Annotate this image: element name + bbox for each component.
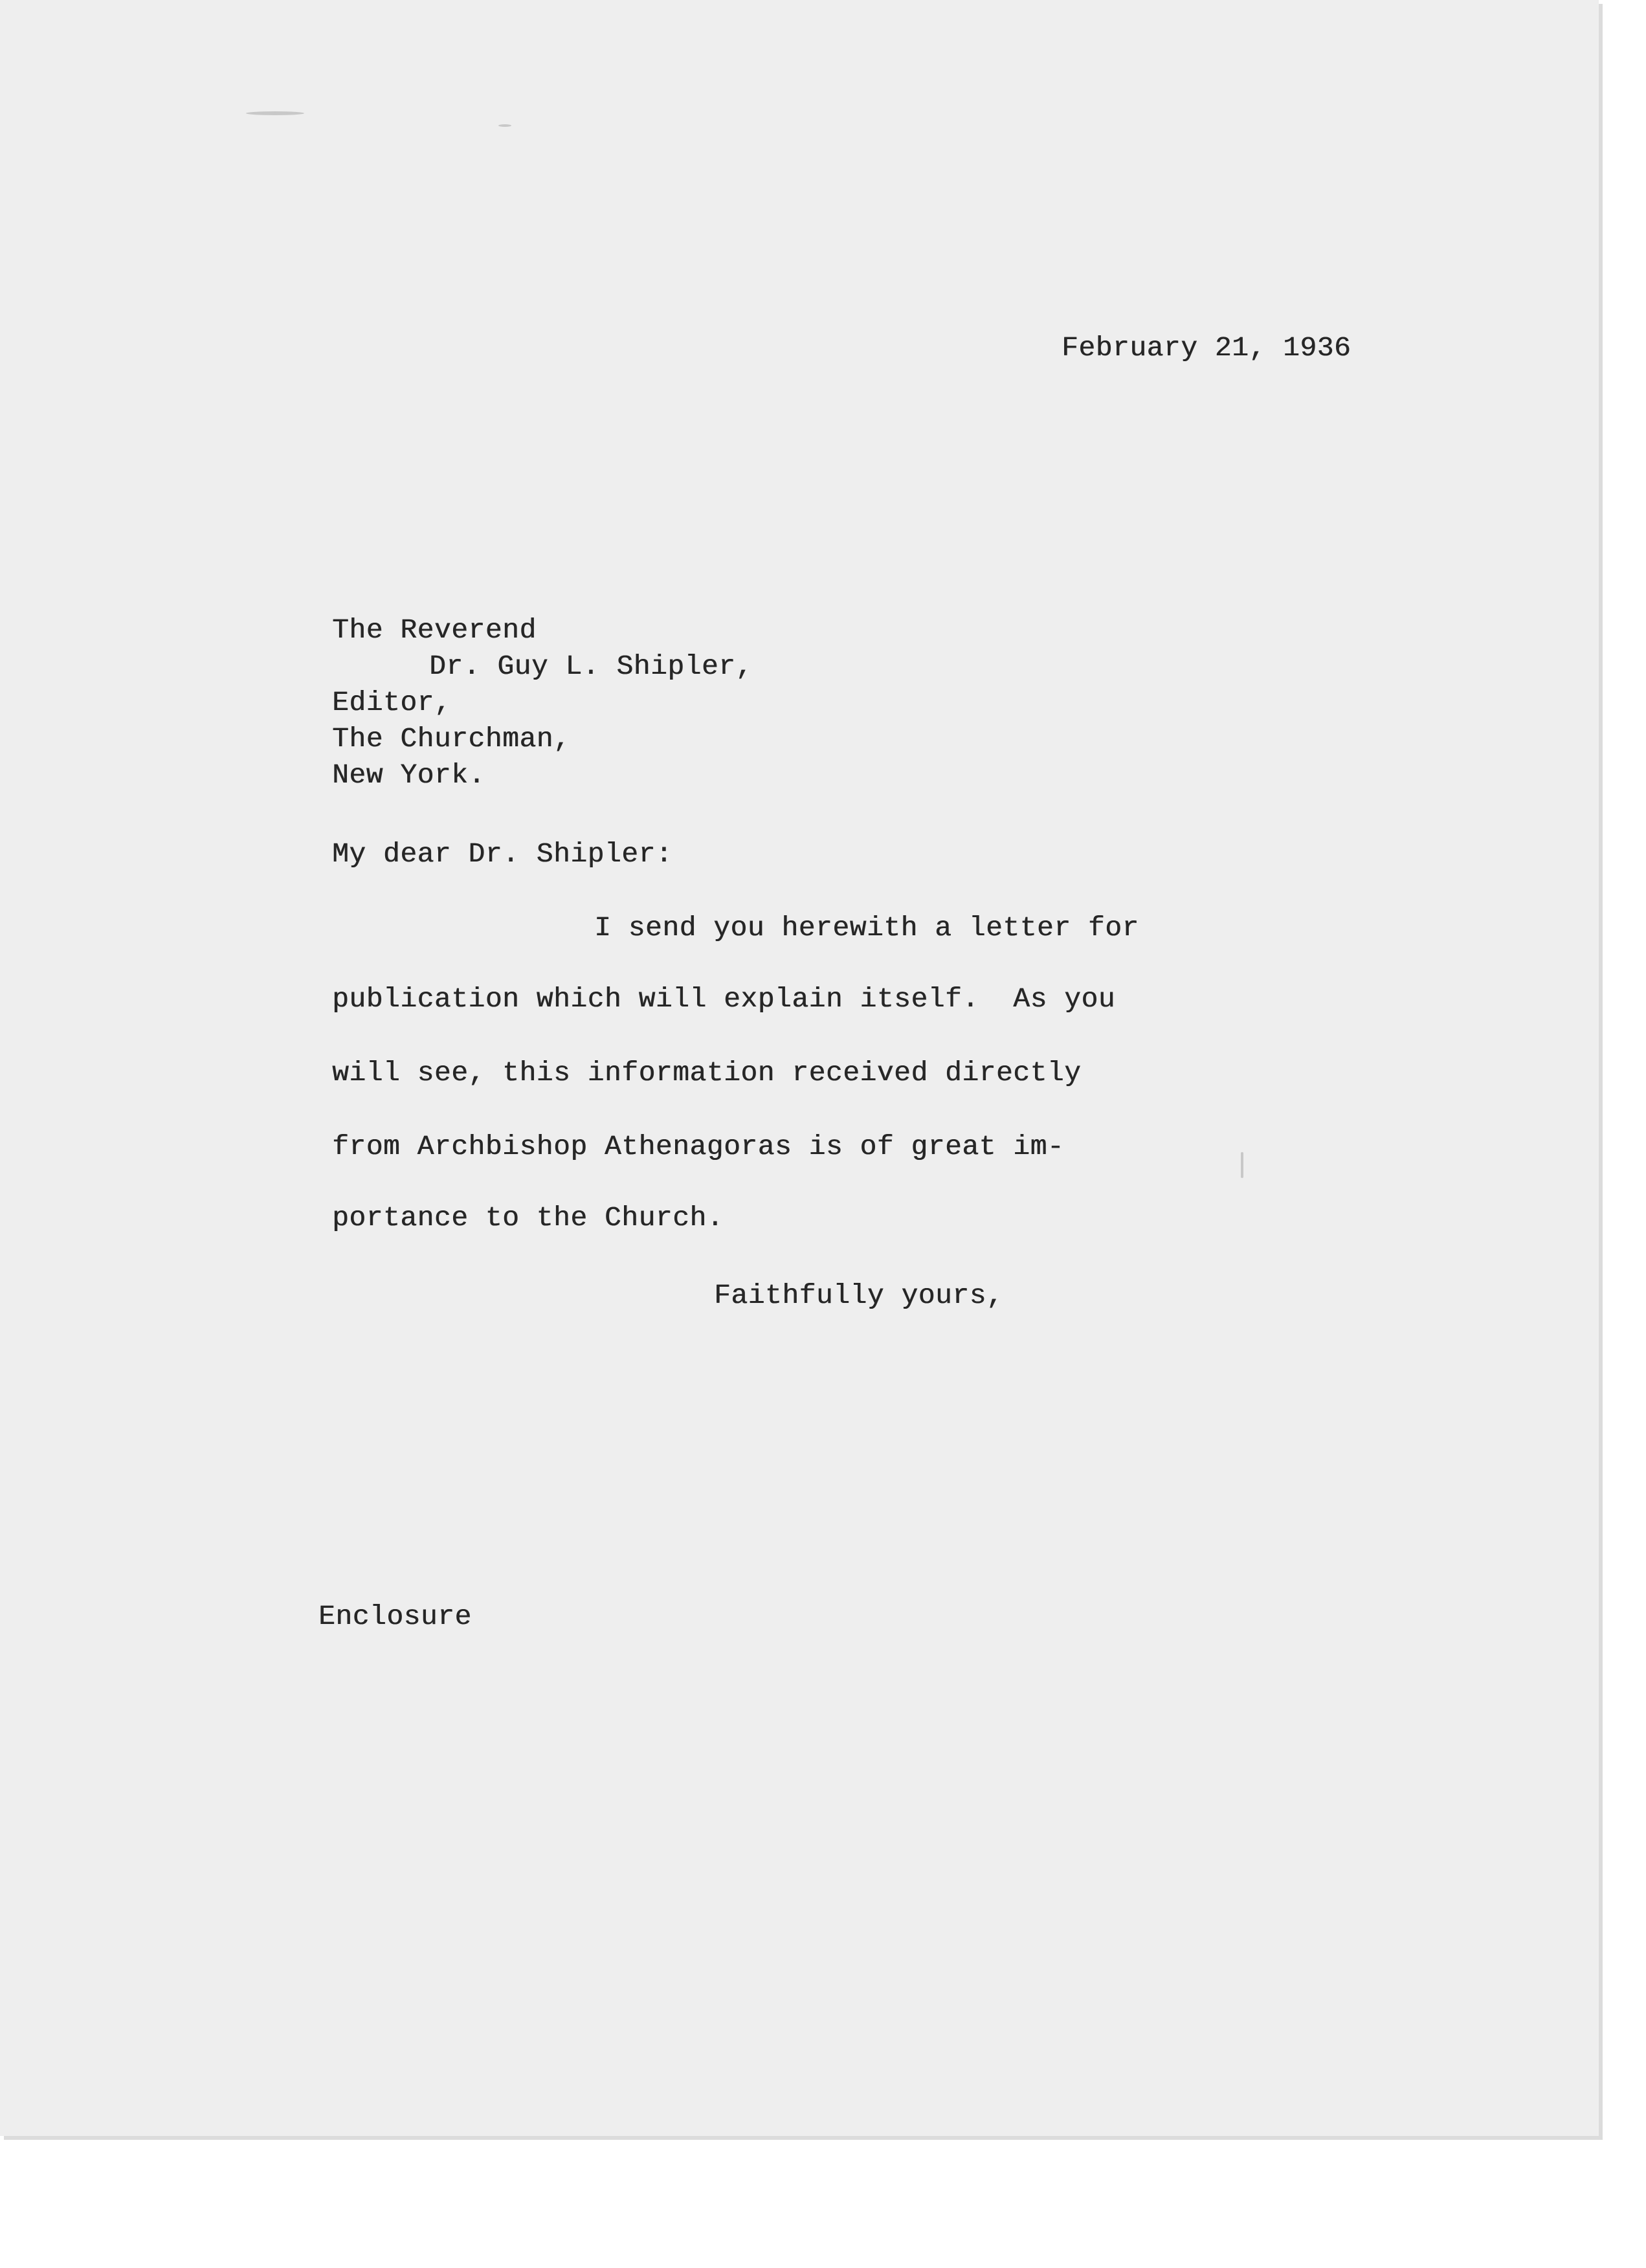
salutation: My dear Dr. Shipler: (332, 838, 673, 870)
paper-speck (246, 111, 304, 115)
body-line: I send you herewith a letter for (594, 912, 1139, 944)
body-line: from Archbishop Athenagoras is of great im- (332, 1131, 1065, 1162)
paper-speck (498, 124, 511, 127)
paper-speck (1241, 1152, 1243, 1178)
address-line-title: The Reverend (332, 614, 537, 646)
address-line-city: New York. (332, 759, 485, 791)
body-line: will see, this information received directly (332, 1057, 1082, 1089)
letter-date: February 21, 1936 (1062, 332, 1351, 364)
address-line-name: Dr. Guy L. Shipler, (429, 650, 753, 682)
enclosure-note: Enclosure (318, 1601, 472, 1632)
body-line: portance to the Church. (332, 1202, 724, 1234)
address-line-organization: The Churchman, (332, 723, 571, 755)
address-line-position: Editor, (332, 687, 452, 718)
closing: Faithfully yours, (714, 1280, 1004, 1311)
body-line: publication which will explain itself. As you (332, 983, 1115, 1015)
